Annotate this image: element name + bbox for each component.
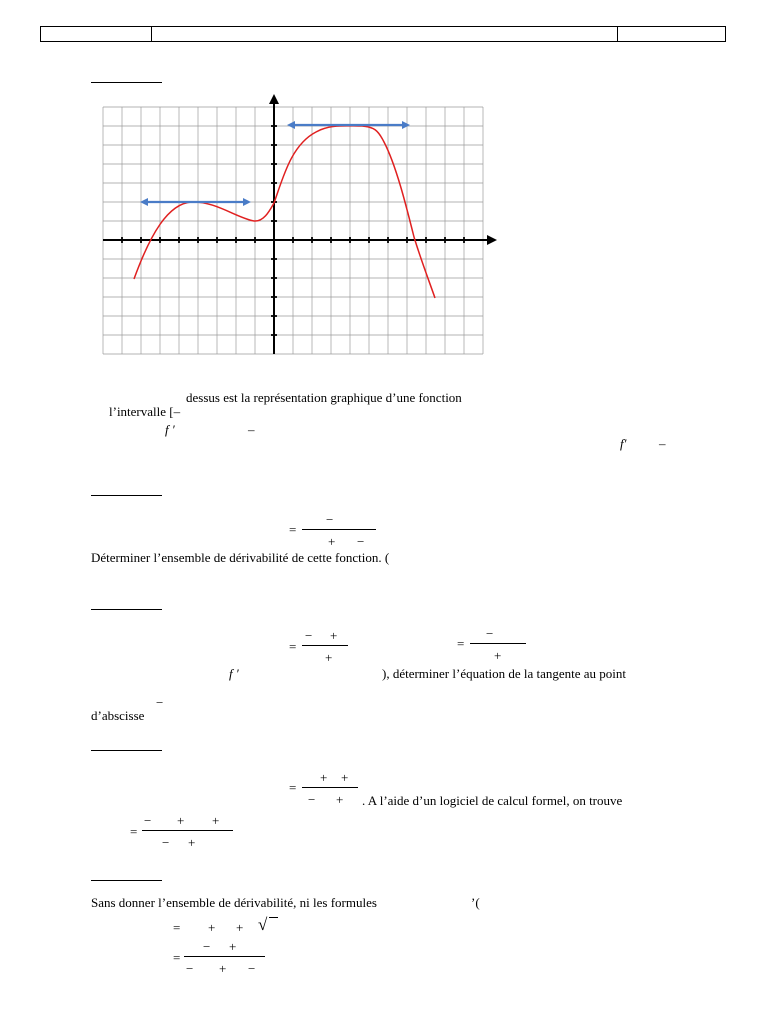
ex5-equals-1: = (173, 920, 181, 935)
ex3-den1-plus: + (325, 650, 333, 665)
ex3-num1-plus: + (330, 628, 338, 643)
ex4-num2-a: − (144, 813, 152, 828)
tangent-arrow-right-left-arrowhead (287, 121, 295, 129)
ex3-abscisse: d’abscisse (91, 708, 145, 723)
ex1-fprime-b: f′ (620, 436, 627, 451)
ex1-fprime-a: f ′ (165, 422, 175, 437)
ex4-num1-b: + (341, 770, 349, 785)
ex5-den-plus: + (219, 961, 227, 976)
ex4-equals-1: = (289, 780, 297, 795)
ex5-den-minus: − (186, 961, 194, 976)
ex4-text: . A l’aide d’un logiciel de calcul formel, on trouve (362, 793, 623, 808)
ex4-fraction-bar-2 (142, 830, 233, 831)
ex5-num-plus: + (229, 939, 237, 954)
ex3-fprime: f ′ (229, 666, 239, 681)
ex2-numerator: − (326, 512, 334, 527)
ex2-den-plus: + (328, 534, 336, 549)
ex4-den2-a: − (162, 835, 170, 850)
ex2-fraction-bar (302, 529, 376, 530)
ex3-den2: + (494, 648, 502, 663)
ex4-equals-2: = (130, 824, 138, 839)
ex5-paren: ’( (471, 895, 480, 910)
ex4-fraction-bar-1 (302, 787, 358, 788)
ex5-sqrt: √ (258, 915, 268, 934)
ex4-den2-b: + (188, 835, 196, 850)
ex1-text-line1: dessus est la représentation graphique d’une fonction (186, 390, 462, 405)
ex5-intro: Sans donner l’ensemble de dérivabilité, ni les formules (91, 895, 377, 910)
x-axis-arrowhead (487, 235, 497, 245)
ex5-plus-1: + (208, 920, 216, 935)
tangent-arrow-left-right-arrowhead (243, 198, 251, 206)
ex2-den-minus: − (357, 534, 365, 549)
ex3-equals-1: = (289, 639, 297, 654)
ex5-den-minus-2: − (248, 961, 256, 976)
ex3-fraction-bar-1 (302, 645, 348, 646)
ex1-minus-b: – (659, 436, 666, 451)
ex4-num2-b: + (177, 813, 185, 828)
ex3-num2: − (486, 626, 494, 641)
ex1-text-line2: l’intervalle [– (109, 404, 181, 419)
ex5-fraction-bar (184, 956, 265, 957)
ex4-den1-a: − (308, 792, 316, 807)
ex2-instruction: Déterminer l’ensemble de dérivabilité de cette fonction. ( (91, 550, 390, 565)
ex3-equals-2: = (457, 636, 465, 651)
ex3-minus: − (156, 695, 164, 710)
ex4-num2-c: + (212, 813, 220, 828)
ex5-num-minus: − (203, 939, 211, 954)
ex4-num1-a: + (320, 770, 328, 785)
ex4-den1-b: + (336, 792, 344, 807)
tangent-arrow-right-right-arrowhead (402, 121, 410, 129)
ex1-minus-a: – (248, 422, 255, 437)
ex3-tangent-text: ), déterminer l’équation de la tangente au point (382, 666, 627, 681)
ex5-equals-2: = (173, 950, 181, 965)
ex3-num1-minus: − (305, 628, 313, 643)
ex2-equals: = (289, 522, 297, 537)
ex3-fraction-bar-2 (470, 643, 526, 644)
y-axis-arrowhead (269, 94, 279, 104)
ex5-sqrt-bar (269, 917, 278, 918)
ex5-plus-2: + (236, 920, 244, 935)
